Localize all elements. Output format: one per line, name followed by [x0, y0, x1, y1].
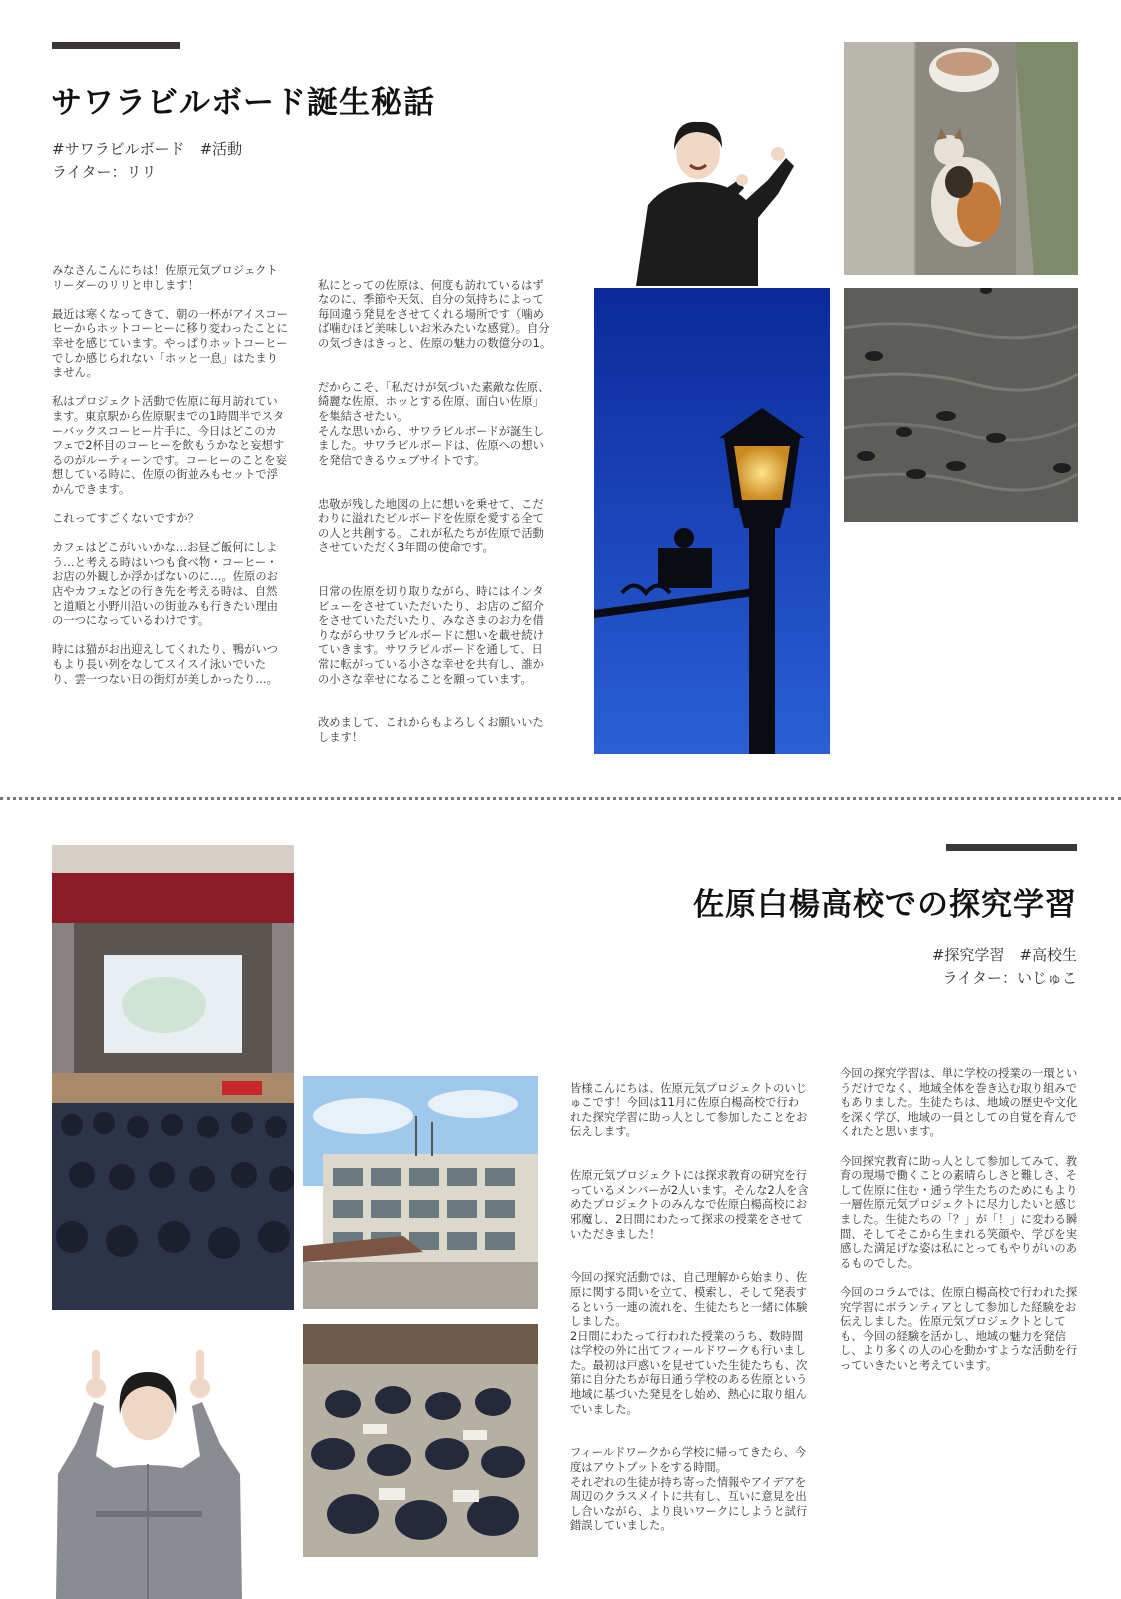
title-accent-bar — [52, 42, 180, 49]
paragraph: 日常の佐原を切り取りながら、時にはインタビューをさせていただいたり、お店のご紹介をさせていただいたり、みなさまのお力を借りながらサワラビルボードに想いを載せ続けていきます。サワラビルボードを通して、日常に転がっている小さな幸せを共有し、誰かの小さな幸せになることを願っています。 — [318, 585, 544, 686]
person-photo — [36, 1344, 262, 1599]
article2-column-1 — [570, 1067, 810, 1563]
paragraph: 皆様こんにちは、佐原元気プロジェクトのいじゅこです！今回は11月に佐原白楊高校で行われた探究学習に助っ人として参加したことをお伝えします。 — [570, 1081, 808, 1139]
paragraph: 私はプロジェクト活動で佐原に毎月訪れています。東京駅から佐原駅までの1時間半でスターバックスコーヒー片手に、今日はどこのカフェで2杯目のコーヒーを飲もうかなと妄想するのがルーティーンです。コーヒーのことを妄想している時に、佐原の街並みもセットで浮かんできます。 — [52, 395, 287, 496]
paragraph: 今回探究教育に助っ人として参加してみて、教育の現場で働くことの素晴らしさと難しさ、そして佐原に住む・通う学生たちのためにもより一層佐原元気プロジェクトに尽力したいと感じました。生徒たちの「？」が「！」に変わる瞬間、そしてそこから生まれる笑顔や、学びを実感した満足げな姿は私にとってもやりがいのあるものでした。 — [840, 1154, 1078, 1270]
paragraph: 今回の探究学習は、単に学校の授業の一環というだけでなく、地域全体を巻き込む取り組みでもありました。生徒たちは、地域の歴史や文化を深く学び、地域の一員としての自覚を育んでくれたと思います。 — [840, 1067, 1078, 1139]
paragraph: 時には猫がお出迎えしてくれたり、鴨がいつもより長い列をなしてスイスイ泳いでいたり、雲一つない日の街灯が美しかったり…。 — [52, 643, 278, 686]
article1-column-1 — [52, 264, 288, 702]
section-divider — [0, 797, 1121, 800]
ducks-photo — [844, 288, 1078, 522]
paragraph: 忠敬が残した地図の上に想いを乗せて、こだわりに溢れたビルボードを佐原を愛する全ての人と共創する。これが私たちが佐原で活動させていただく3年間の使命です。 — [318, 497, 544, 555]
paragraph: 私にとっての佐原は、何度も訪れているはずなのに、季節や天気、自分の気持ちによって毎回違う発見をさせてくれる場所です（噛めば噛むほど美味しいお米みたいな感覚）。自分の気づきはきっと、佐原の魅力の数億分の1。 — [318, 278, 552, 350]
paragraph: 今回のコラムでは、佐原白楊高校で行われた探究学習にボランティアとして参加した経験をお伝えしました。佐原元気プロジェクトとしても、今回の経験を活かし、地域の魅力を発信し、より多くの人の心を動かすような活動を行っていきたいと考えています。 — [840, 1285, 1078, 1372]
person-photo — [608, 110, 804, 286]
school-building-photo — [303, 1076, 538, 1309]
paragraph: 最近は寒くなってきて、朝の一杯がアイスコーヒーからホットコーヒーに移り変わったことに幸せを感じています。やっぱりホットコーヒーでしか感じられない「ホッと一息」はたまりません。 — [52, 307, 288, 380]
paragraph: これってすごくないですか？ — [52, 512, 199, 526]
article2-title: 佐原白楊高校での探究学習 — [693, 887, 1077, 923]
cat-photo — [844, 42, 1078, 275]
title-accent-bar — [946, 844, 1077, 851]
paragraph: カフェはどこがいいかな…お昼ご飯何にしよう…と考える時はいつも食べ物・コーヒー・お店の外観しか浮かばないのに…。佐原のお店やカフェなどの行き先を考える時は、自然と道順と小野川沿いの街並みも行きたい理由の一つになっているわけです。 — [52, 541, 278, 628]
gym-photo — [52, 845, 294, 1310]
article2-writer: ライター：いじゅこ — [942, 969, 1077, 987]
article2-tags: #探究学習 #高校生 — [931, 946, 1077, 964]
street-lamp-photo — [594, 288, 830, 754]
paragraph: みなさんこんにちは！佐原元気プロジェクトリーダーのリリと申します！ — [52, 264, 278, 292]
article1-tags: #サワラビルボード #活動 — [52, 140, 243, 158]
article1-column-2 — [318, 264, 554, 775]
article2-column-2 — [840, 1067, 1078, 1388]
paragraph: だからこそ、「私だけが気づいた素敵な佐原、綺麗な佐原、ホッとする佐原、面白い佐原」を集結させたい。 そんな思いから、サワラビルボードが誕生しました。サワラビルボードは、佐原への想いを発信できるウェブサイトです。 — [318, 380, 550, 467]
paragraph: 今回の探究活動では、自己理解から始まり、佐原に関する問いを立て、模索し、そして発表するという一連の流れを、生徒たちと一緒に体験しました。 2日間にわたって行われた授業のうち、数時間は学校の外に出てフィールドワークも行いました。最初は戸惑いを見せていた生徒たちも、次第に自分たちが毎日通う学校のある佐原という地域に基づいた発見をし始め、熱心に取り組んでいました。 — [570, 1271, 808, 1416]
article1-title: サワラビルボード誕生秘話 — [51, 85, 435, 121]
paragraph: 佐原元気プロジェクトには探求教育の研究を行っているメンバーが2人います。そんな2人を含めたプロジェクトのみんなで佐原白楊高校にお邪魔し、2日間にわたって探求の授業をさせていただきました！ — [570, 1169, 809, 1241]
paragraph: 改めまして、これからもよろしくお願いいたします！ — [318, 716, 544, 744]
article1-writer: ライター：リリ — [52, 163, 157, 181]
paragraph: フィールドワークから学校に帰ってきたら、今度はアウトプットをする時間。 それぞれの生徒が持ち寄った情報やアイデアを周辺のクラスメイトに共有し、互いに意見を出し合いながら、より良いワークにしようと試行錯誤していました。 — [570, 1446, 808, 1533]
classroom-photo — [303, 1324, 538, 1557]
